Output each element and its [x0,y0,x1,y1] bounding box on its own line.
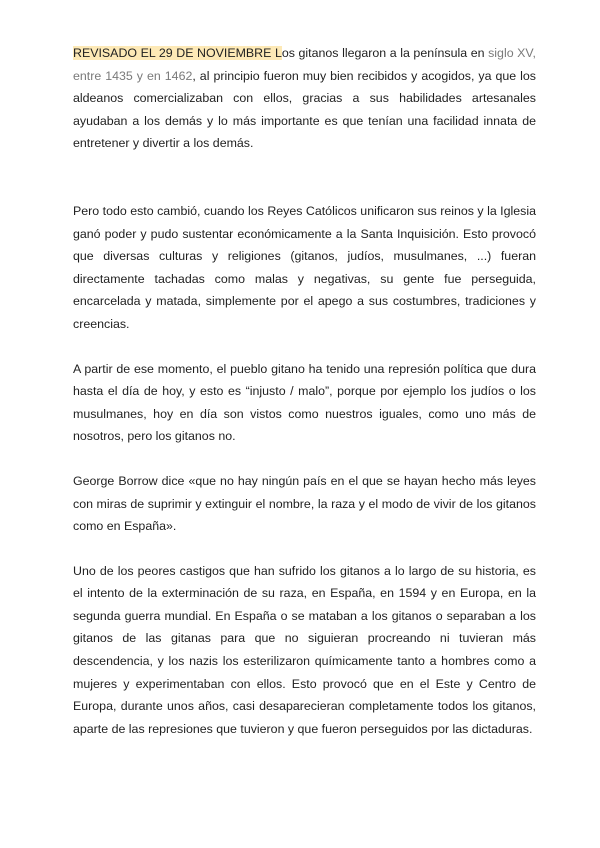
spacer [73,538,536,560]
paragraph-4: George Borrow dice «que no hay ningún país en el que se hayan hecho más leyes con miras de suprimir y extinguir el nombre, la raza y el modo de vivir de los gitanos como en España». [73,473,536,534]
paragraph-5: Uno de los peores castigos que han sufrido los gitanos a lo largo de su historia, es el intento de la exterminación de su raza, en España, en 1594 y en Europa, en la segunda guerra mundial. En España o se mataban a los gitanos o separaban a los gitanos de las gitanas para que no siguieran procreando ni tuvieran más descendencia, y los nazis los esterilizaron químicamente tanto a hombres como a mujeres y experimentaban con ellos. Esto provocó que en el Este y Centro de Europa, durante unos años, casi desaparecieran completamente todos los gitanos, aparte de las represiones que tuvieron y que fueron perseguidos por las dictaduras. [73,563,536,736]
revision-highlight: REVISADO EL 29 DE NOVIEMBRE L [73,46,282,60]
spacer [73,155,536,200]
paragraph-1-part-a: os gitanos llegaron a la península en [281,46,489,60]
paragraph-2: Pero todo esto cambió, cuando los Reyes Católicos unificaron sus reinos y la Iglesia ganó poder y pudo sustentar económicamente a la Santa Inquisición. Esto provocó que diversas culturas y religiones (gitanos, judíos, musulmanes, ...) fueran directamente tachadas como malas y negativas, su gente fue perseguida, encarcelada y matada, simplemente por el apego a sus costumbres, tradiciones y creencias. [73,203,536,331]
paragraph-1 [73,42,536,155]
paragraph-1-dates: siglo XV, entre 1435 y en 1462 [73,46,537,83]
paragraph-3: A partir de ese momento, el pueblo gitano ha tenido una represión política que dura hasta el día de hoy, y esto es “injusto / malo”, porque por ejemplo los judíos o los musulmanes, hoy en día son vistos como nuestros iguales, como uno más de nosotros, pero los gitanos no. [73,361,536,444]
spacer [73,336,536,358]
spacer [73,448,536,470]
paragraph-1-part-c: , al principio fueron muy bien recibidos y acogidos, ya que los aldeanos comercializaban con ellos, gracias a sus habilidades artesanales ayudaban a los demás y lo más importante es que tenían una facilidad innata de entretener y divertir a los demás. [73,68,536,151]
